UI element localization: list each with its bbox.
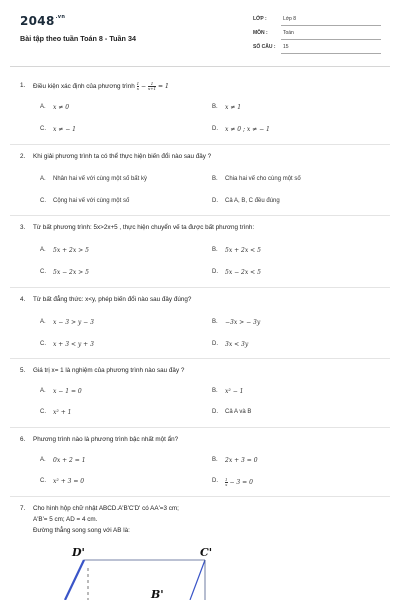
option-value: x ≠ 0 [53,104,70,111]
option-value: 5x − 2x > 5 [53,269,89,276]
subject-underline [281,39,381,40]
option-label: C. [40,409,46,415]
option-value: −3x > − 3y [225,319,261,326]
option-label: C. [40,126,46,132]
option-label: D. [212,341,218,347]
option-value: Nhân hai vế với cùng một số bất kỳ [53,176,147,182]
question-text: Giá trị x= 1 là nghiệm của phương trình nào sau đây ? [33,367,185,374]
question-text [33,82,169,91]
question-number: 2. [20,153,26,160]
option-value: x² + 1 [53,409,72,416]
worksheet-header [0,0,400,64]
option-label: A. [40,319,46,325]
question-number: 5. [20,367,26,374]
question-number: 4. [20,296,26,303]
question-text-line-1: Cho hình hộp chữ nhật ABCD.A'B'C'D' có AA'=3 cm; [33,505,179,512]
question-number: 3. [20,224,26,231]
option-label: A. [40,176,46,182]
question-count-underline [281,53,381,54]
option-value: 3x < 3y [225,341,249,348]
question-divider [10,287,390,288]
subject-label: MÔN : [253,30,268,36]
option-value: x ≠ 0 ; x ≠ − 1 [225,126,270,133]
option-label: D. [212,198,218,204]
option-label: A. [40,388,46,394]
site-logo[interactable] [20,14,65,28]
option-label: B. [212,319,218,325]
option-label: A. [40,457,46,463]
logo-text: 2048 [20,14,55,28]
option-label: B. [212,457,218,463]
option-value: 5x − 2x < 5 [225,269,261,276]
option-value: x − 3 > y − 3 [53,319,94,326]
option-label: A. [40,104,46,110]
option-label: B. [212,388,218,394]
question-text: Khi giải phương trình ta có thể thực hiện biến đổi nào sau đây ? [33,153,212,160]
question-count-label: SỐ CÂU : [253,44,276,50]
option-value: x − 1 = 0 [53,388,82,395]
question-divider [10,144,390,145]
option-label: B. [212,176,218,182]
option-label: B. [212,104,218,110]
option-label: C. [40,269,46,275]
option-label: D. [212,409,218,415]
option-label: C. [40,198,46,204]
edge-dprime-aprime [65,560,84,600]
option-label: D. [212,126,218,132]
equation-suffix: = 1 [158,83,169,90]
question-text: Phương trình nào là phương trình bậc nhất một ẩn? [33,436,179,443]
equation: $\frac{1}{x}$ − $\frac{1}{x+1}$ = 1 [136,81,169,91]
option-value: x + 3 < y + 3 [53,341,94,348]
grade-underline [281,25,381,26]
option-value: 5x + 2x > 5 [53,247,89,254]
option-value: 0x + 2 = 1 [53,457,86,464]
worksheet-title: Bài tập theo tuần Toán 8 - Tuần 34 [20,34,136,43]
option-value: x² − 1 [225,388,244,395]
question-divider [10,215,390,216]
label-d-prime: D' [72,546,85,559]
question-count-row [253,44,381,54]
question-number: 6. [20,436,26,443]
header-divider [10,66,390,67]
question-divider [10,496,390,497]
option-value-text: − 3 = 0 [229,479,253,486]
option-value: x ≠ 1 [225,104,242,111]
subject-value: Toán [283,30,294,36]
option-label: D. [212,269,218,275]
grade-value: Lớp 8 [283,16,297,22]
option-label: A. [40,247,46,253]
question-text-main: Điều kiện xác định của phương trình [33,83,135,90]
question-divider [10,427,390,428]
option-label: B. [212,247,218,253]
option-label: C. [40,341,46,347]
option-value: Cả A, B, C đều đúng [225,198,280,204]
option-label: D. [212,478,218,484]
question-number: 1. [20,82,26,89]
grade-label: LỚP : [253,16,267,22]
option-value: Cộng hai vế với cùng một số [53,198,130,204]
logo-suffix: .vn [55,14,66,20]
option-value: Cả A và B [225,409,252,415]
question-count-value: 15 [283,44,289,50]
option-value: 2x + 3 = 0 [225,457,258,464]
option-value: x² + 3 = 0 [53,478,85,485]
question-text: Từ bất đẳng thức: x<y, phép biến đổi nào sau đây đúng? [33,296,192,303]
option-value: x ≠ − 1 [53,126,76,133]
question-text-line-3: Đường thẳng song song với AB là: [33,527,130,534]
question-text-line-2: A'B'= 5 cm; AD = 4 cm. [33,516,98,523]
question-number: 7. [20,505,26,512]
option-value: $\frac{1}{x}$ − 3 = 0 [225,477,253,487]
option-value: 5x + 2x < 5 [225,247,261,254]
option-value: Chia hai vế cho cùng một số [225,176,301,182]
cuboid-figure [50,538,230,600]
label-c-prime: C' [200,546,213,559]
option-label: C. [40,478,46,484]
label-b-prime: B' [151,588,164,600]
subject-row [253,30,381,40]
question-divider [10,358,390,359]
edge-cprime-bprime [190,560,205,600]
question-text: Từ bất phương trình: 5x>2x+5 , thực hiện chuyển vế ta được bất phương trình: [33,224,255,231]
grade-row [253,16,381,26]
